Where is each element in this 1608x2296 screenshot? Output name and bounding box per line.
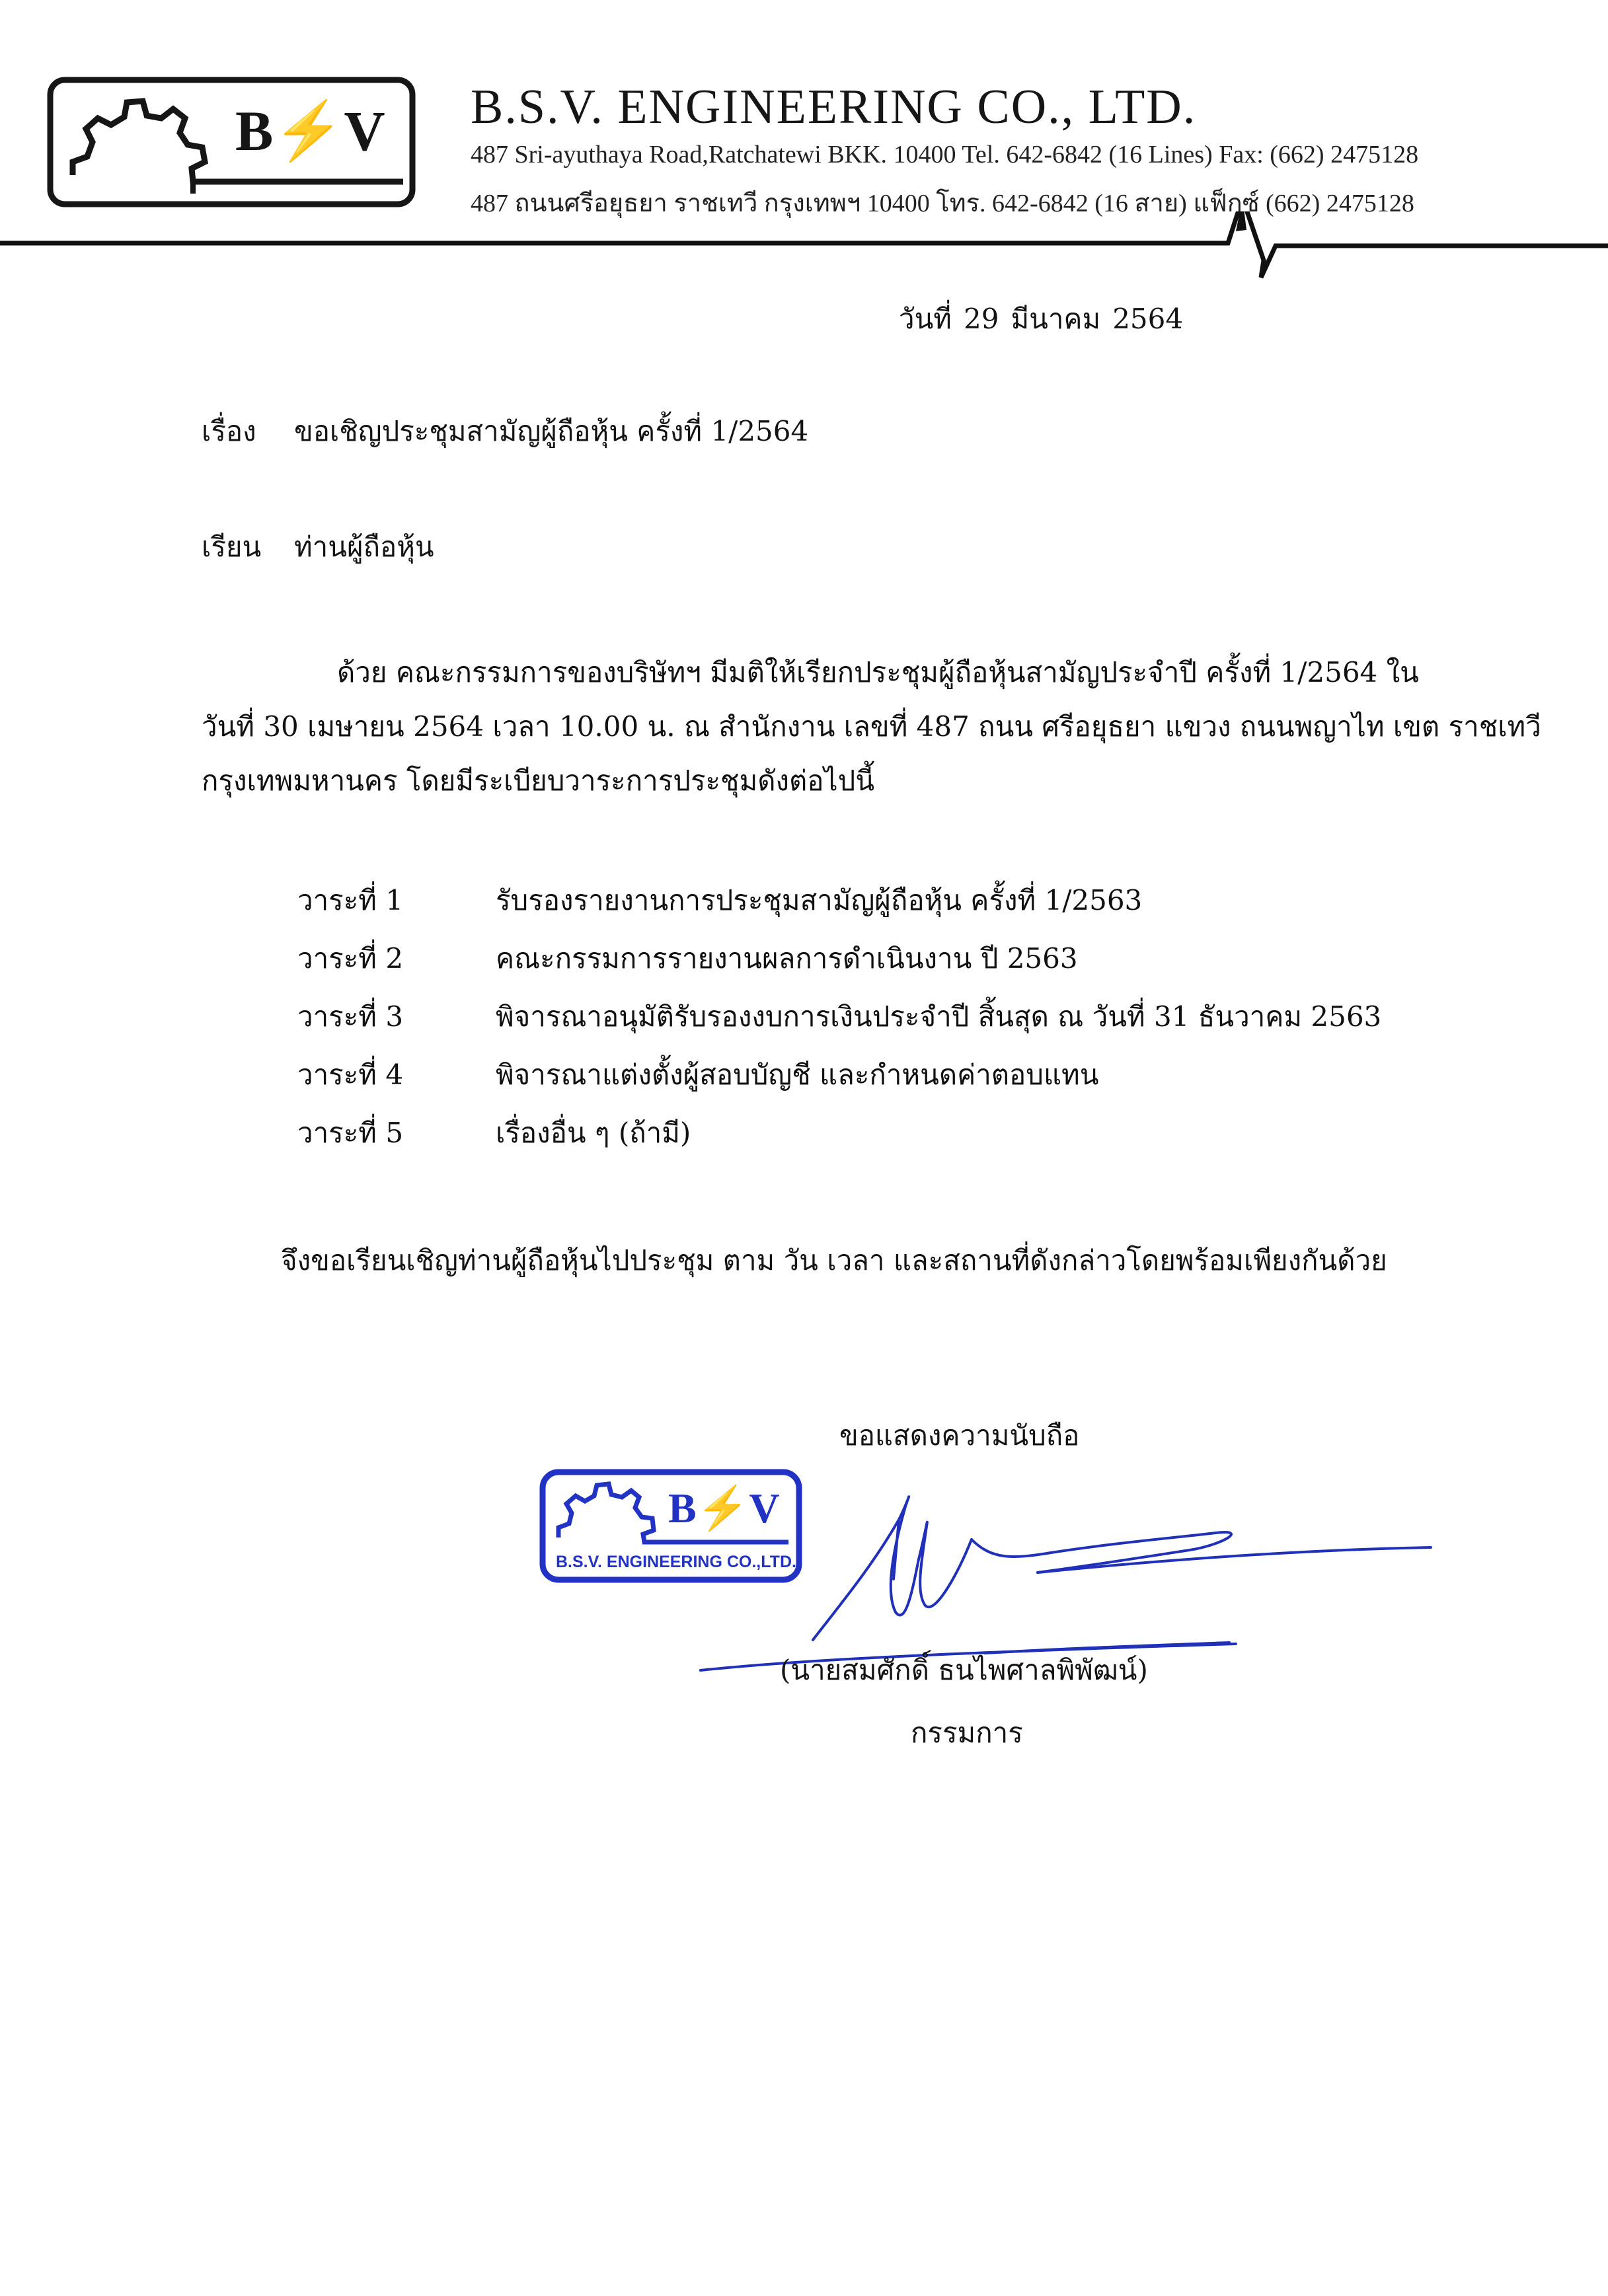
agenda-number: วาระที่ 2 xyxy=(297,942,404,975)
agenda-number: วาระที่ 4 xyxy=(297,1058,404,1091)
agenda-number: วาระที่ 5 xyxy=(297,1117,404,1149)
stamp-logo-text: B⚡V xyxy=(668,1485,780,1532)
body-paragraph xyxy=(202,651,1541,813)
agenda-number: วาระที่ 1 xyxy=(297,884,404,916)
subject-text: ขอเชิญประชุมสามัญผู้ถือหุ้น ครั้งที่ 1/2564 xyxy=(294,415,809,447)
regards-line: ขอแสดงความนับถือ xyxy=(839,1419,1080,1452)
signer-name: (นายสมศักดิ์ ธนไพศาลพิพัฒน์) xyxy=(780,1654,1148,1686)
closing-sentence: จึงขอเรียนเชิญท่านผู้ถือหุ้นไปประชุม ตาม วัน เวลา และสถานที่ดังกล่าวโดยพร้อมเพียงกันด้วย xyxy=(281,1244,1387,1277)
stamp-company-text: B.S.V. ENGINEERING CO.,LTD. xyxy=(556,1553,796,1571)
signer-title: กรรมการ xyxy=(911,1717,1023,1749)
agenda-text: เรื่องอื่น ๆ (ถ้ามี) xyxy=(496,1117,691,1149)
logo-text: B⚡V xyxy=(235,99,385,163)
date-label: วันที่ xyxy=(899,303,952,335)
body-line: กรุงเทพมหานคร โดยมีระเบียบวาระการประชุมดังต่อไปนี้ xyxy=(202,764,875,797)
salutation-label: เรียน xyxy=(202,531,262,563)
address-thai: 487 ถนนศรีอยุธยา ราชเทวี กรุงเทพฯ 10400 โทร. 642-6842 (16 สาย) แฟ็กซ์ (662) 2475128 xyxy=(471,190,1414,217)
body-line: วันที่ 30 เมษายน 2564 เวลา 10.00 น. ณ สำนักงาน เลขที่ 487 ถนน ศรีอยุธยา แขวง ถนนพญาไท เขต ราชเทวี xyxy=(202,710,1541,743)
signature xyxy=(681,1460,1447,1678)
date-year: 2564 xyxy=(1112,303,1184,335)
address-english: 487 Sri-ayuthaya Road,Ratchatewi BKK. 10400 Tel. 642-6842 (16 Lines) Fax: (662) 2475128 xyxy=(471,141,1419,168)
date-day: 29 xyxy=(963,303,999,335)
body-line: ด้วย คณะกรรมการของบริษัทฯ มีมติให้เรียกประชุมผู้ถือหุ้นสามัญประจำปี ครั้งที่ 1/2564 ใน xyxy=(337,656,1419,688)
agenda-text: พิจารณาอนุมัติรับรองงบการเงินประจำปี สิ้นสุด ณ วันที่ 31 ธันวาคม 2563 xyxy=(496,1000,1382,1033)
letter-date xyxy=(899,297,1195,341)
agenda-text: รับรองรายงานการประชุมสามัญผู้ถือหุ้น ครั้งที่ 1/2563 xyxy=(496,884,1143,916)
salutation-text: ท่านผู้ถือหุ้น xyxy=(294,531,434,563)
header-rule xyxy=(0,211,1608,284)
company-name: B.S.V. ENGINEERING CO., LTD. xyxy=(471,80,1197,134)
company-logo xyxy=(46,76,416,208)
agenda-text: คณะกรรมการรายงานผลการดำเนินงาน ปี 2563 xyxy=(496,942,1078,975)
agenda-number: วาระที่ 3 xyxy=(297,1000,404,1033)
agenda-text: พิจารณาแต่งตั้งผู้สอบบัญชี และกำหนดค่าตอบแทน xyxy=(496,1058,1099,1091)
subject-label: เรื่อง xyxy=(202,415,256,447)
date-month: มีนาคม xyxy=(1011,303,1101,335)
